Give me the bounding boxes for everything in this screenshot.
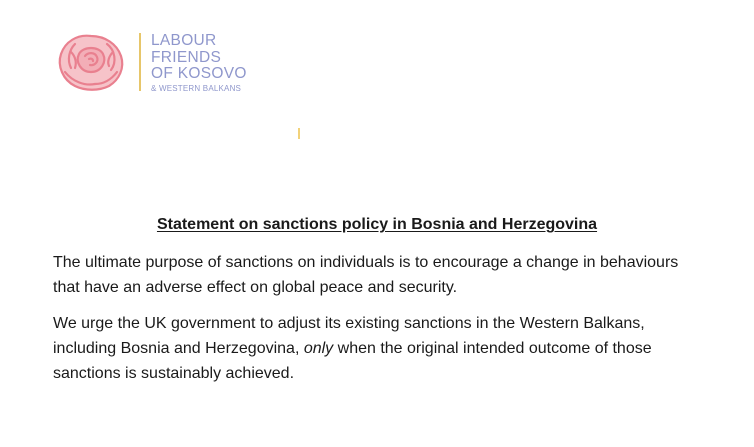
logo-divider — [139, 33, 141, 91]
organization-logo — [55, 32, 260, 94]
statement-heading-text: Statement on sanctions policy in Bosnia and Herzegovina — [156, 216, 598, 233]
logo-line-3: OF KOSOVO — [151, 65, 247, 82]
paragraph-2-before: We urge the UK government to adjust its existing sanctions in the Western Balkans, including Bosnia and Herzegovina, — [53, 315, 645, 357]
paragraph-2-after: when the original intended outcome of those sanctions is sustainably achieved. — [53, 340, 652, 382]
paragraph-2-emphasis: only — [303, 340, 334, 357]
logo-line-2: FRIENDS — [151, 48, 222, 66]
paragraph-2 — [53, 311, 701, 386]
statement-heading — [0, 215, 754, 235]
logo-subline: & WESTERN BALKANS — [151, 83, 242, 93]
paragraph-1: The ultimate purpose of sanctions on individuals is to encourage a change in behaviours that have an adverse effect on global peace and security. — [53, 254, 679, 296]
rose-icon — [55, 32, 127, 92]
divider-mark — [298, 128, 300, 139]
logo-wordmark — [151, 33, 247, 94]
logo-line-1: LABOUR — [151, 32, 217, 49]
